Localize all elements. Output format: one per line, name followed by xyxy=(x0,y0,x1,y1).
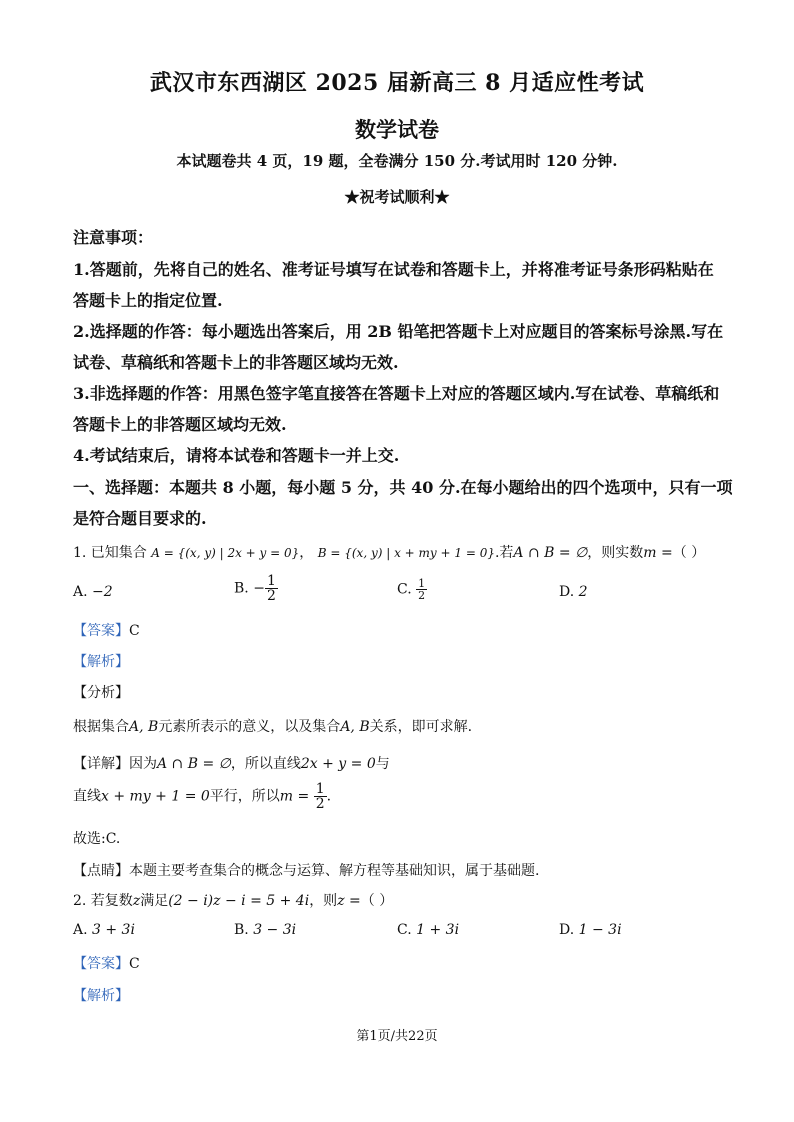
answer-tag: 【答案】 xyxy=(73,623,129,639)
math: z = xyxy=(337,893,361,909)
q2-option-d xyxy=(559,922,622,938)
q1-cond-math: A ∩ B = ∅ xyxy=(513,545,588,561)
q1-ask: ，则实数 xyxy=(587,545,644,561)
notes-line: 答题卡上的指定位置. xyxy=(73,291,223,310)
q1-detail xyxy=(73,753,390,773)
fraction-numerator: 1 xyxy=(315,781,325,797)
option-label: A. xyxy=(73,922,88,938)
fraction-numerator: 1 xyxy=(266,573,276,589)
q1-fenxi-text xyxy=(73,716,472,736)
text: 关系，即可求解. xyxy=(369,719,473,735)
math: (2 − i)z − i = 5 + 4i xyxy=(168,893,310,909)
exam-title: 武汉市东西湖区 2025 届新高三 8 月适应性考试 xyxy=(149,70,645,96)
exam-subject: 数学试卷 xyxy=(355,117,439,142)
q2-option-b xyxy=(234,922,296,938)
option-value: 2 xyxy=(578,584,588,600)
fraction xyxy=(314,782,327,811)
option-fraction xyxy=(416,578,427,601)
text: . xyxy=(326,788,332,805)
answer-value: C xyxy=(129,623,140,639)
math: 2x + y = 0 xyxy=(300,756,376,772)
comment-text: 本题主要考查集合的概念与运算、解方程等基础知识，属于基础题. xyxy=(129,863,540,879)
notes-line: 2.选择题的作答：每小题选出答案后，用 2B 铅笔把答题卡上对应题目的答案标号涂黑.写在 xyxy=(73,322,724,341)
answer-value: C xyxy=(129,956,140,972)
text: 平行，所以 xyxy=(209,788,280,805)
page-footer: 第1页/共22页 xyxy=(356,1029,438,1044)
q1-option-b xyxy=(234,574,278,603)
notes-line: 3.非选择题的作答：用黑色签字笔直接答在答题卡上对应的答题区域内.写在试卷、草稿纸和 xyxy=(73,384,720,403)
analysis-tag: 【解析】 xyxy=(73,654,129,670)
q2-analysis-tag xyxy=(73,985,129,1005)
option-label: C. xyxy=(397,922,412,938)
question-2-stem xyxy=(73,890,393,910)
q1-sep: ， xyxy=(299,545,314,561)
q2-option-a xyxy=(73,922,135,938)
text: 直线 xyxy=(73,788,101,805)
text: 与 xyxy=(375,756,390,772)
option-value: −2 xyxy=(92,584,113,600)
option-label: A. xyxy=(73,584,88,600)
text: ，所以直线 xyxy=(230,756,301,772)
option-label: B. xyxy=(234,580,249,597)
fraction-denominator: 2 xyxy=(315,796,325,812)
q1-cond: .若 xyxy=(494,545,514,561)
question-1-stem xyxy=(73,542,705,562)
q1-detail-cont xyxy=(73,782,331,811)
text: 根据集合 xyxy=(73,719,129,735)
q1-choose: 故选:C. xyxy=(73,831,121,847)
text: 满足 xyxy=(140,893,169,909)
detail-tag: 【详解】 xyxy=(73,756,129,772)
q1-set-a: A = {(x, y) | 2x + y = 0} xyxy=(151,546,300,560)
text: 因为 xyxy=(129,756,157,772)
q2-prefix: 2. 若复数 xyxy=(73,893,133,909)
q1-option-c xyxy=(397,578,427,601)
math: z xyxy=(132,893,141,909)
section-heading-cont: 是符合题目要求的. xyxy=(73,509,207,528)
option-label: D. xyxy=(559,584,575,600)
q1-paren: （ ） xyxy=(672,545,706,561)
q2-paren: （ ） xyxy=(360,893,394,909)
analysis-tag: 【解析】 xyxy=(73,988,129,1004)
q1-comment xyxy=(73,860,539,880)
math: x + my + 1 = 0 xyxy=(101,788,210,805)
math: A ∩ B = ∅ xyxy=(157,756,231,772)
math: A, B xyxy=(129,719,159,735)
notes-line: 答题卡上的非答题区域均无效. xyxy=(73,415,287,434)
option-label: C. xyxy=(397,581,412,598)
exam-info: 本试题卷共 4 页，19 题，全卷满分 150 分.考试用时 120 分钟. xyxy=(176,152,618,170)
notes-heading: 注意事项： xyxy=(73,228,154,247)
notes-line: 4.考试结束后，请将本试卷和答题卡一并上交. xyxy=(73,446,400,465)
section-heading: 一、选择题：本题共 8 小题，每小题 5 分，共 40 分.在每小题给出的四个选项中，只有一项 xyxy=(73,478,733,497)
text: ，则 xyxy=(309,893,338,909)
q1-set-b: B = {(x, y) | x + my + 1 = 0} xyxy=(317,546,495,560)
option-value: 3 + 3i xyxy=(92,922,135,938)
fraction-numerator: 1 xyxy=(418,577,426,590)
q1-fenxi-tag: 【分析】 xyxy=(73,685,129,701)
exam-wish: ★祝考试顺利★ xyxy=(344,188,450,206)
text: 元素所表示的意义，以及集合 xyxy=(158,719,341,735)
q1-answer xyxy=(73,620,140,640)
fraction-denominator: 2 xyxy=(418,589,426,602)
q1-option-a xyxy=(73,584,113,600)
notes-line: 1.答题前，先将自己的姓名、准考证号填写在试卷和答题卡上，并将准考证号条形码粘贴在 xyxy=(73,260,714,279)
option-sign: − xyxy=(253,580,265,597)
q1-option-d xyxy=(559,584,588,600)
notes-line: 试卷、草稿纸和答题卡上的非答题区域均无效. xyxy=(73,353,399,372)
q1-prefix: 1. 已知集合 xyxy=(73,545,147,561)
answer-tag: 【答案】 xyxy=(73,956,129,972)
option-value: 1 − 3i xyxy=(578,922,622,938)
option-value: 3 − 3i xyxy=(253,922,297,938)
math: A, B xyxy=(340,719,370,735)
q1-analysis-tag xyxy=(73,651,129,671)
math: m = xyxy=(279,788,310,805)
q2-option-c xyxy=(397,922,459,938)
q2-answer xyxy=(73,953,140,973)
q1-ask-var: m = xyxy=(643,545,673,561)
option-label: B. xyxy=(234,922,249,938)
option-label: D. xyxy=(559,922,575,938)
option-fraction xyxy=(265,574,278,603)
comment-tag: 【点睛】 xyxy=(73,863,129,879)
fraction-denominator: 2 xyxy=(266,588,276,604)
option-value: 1 + 3i xyxy=(416,922,460,938)
